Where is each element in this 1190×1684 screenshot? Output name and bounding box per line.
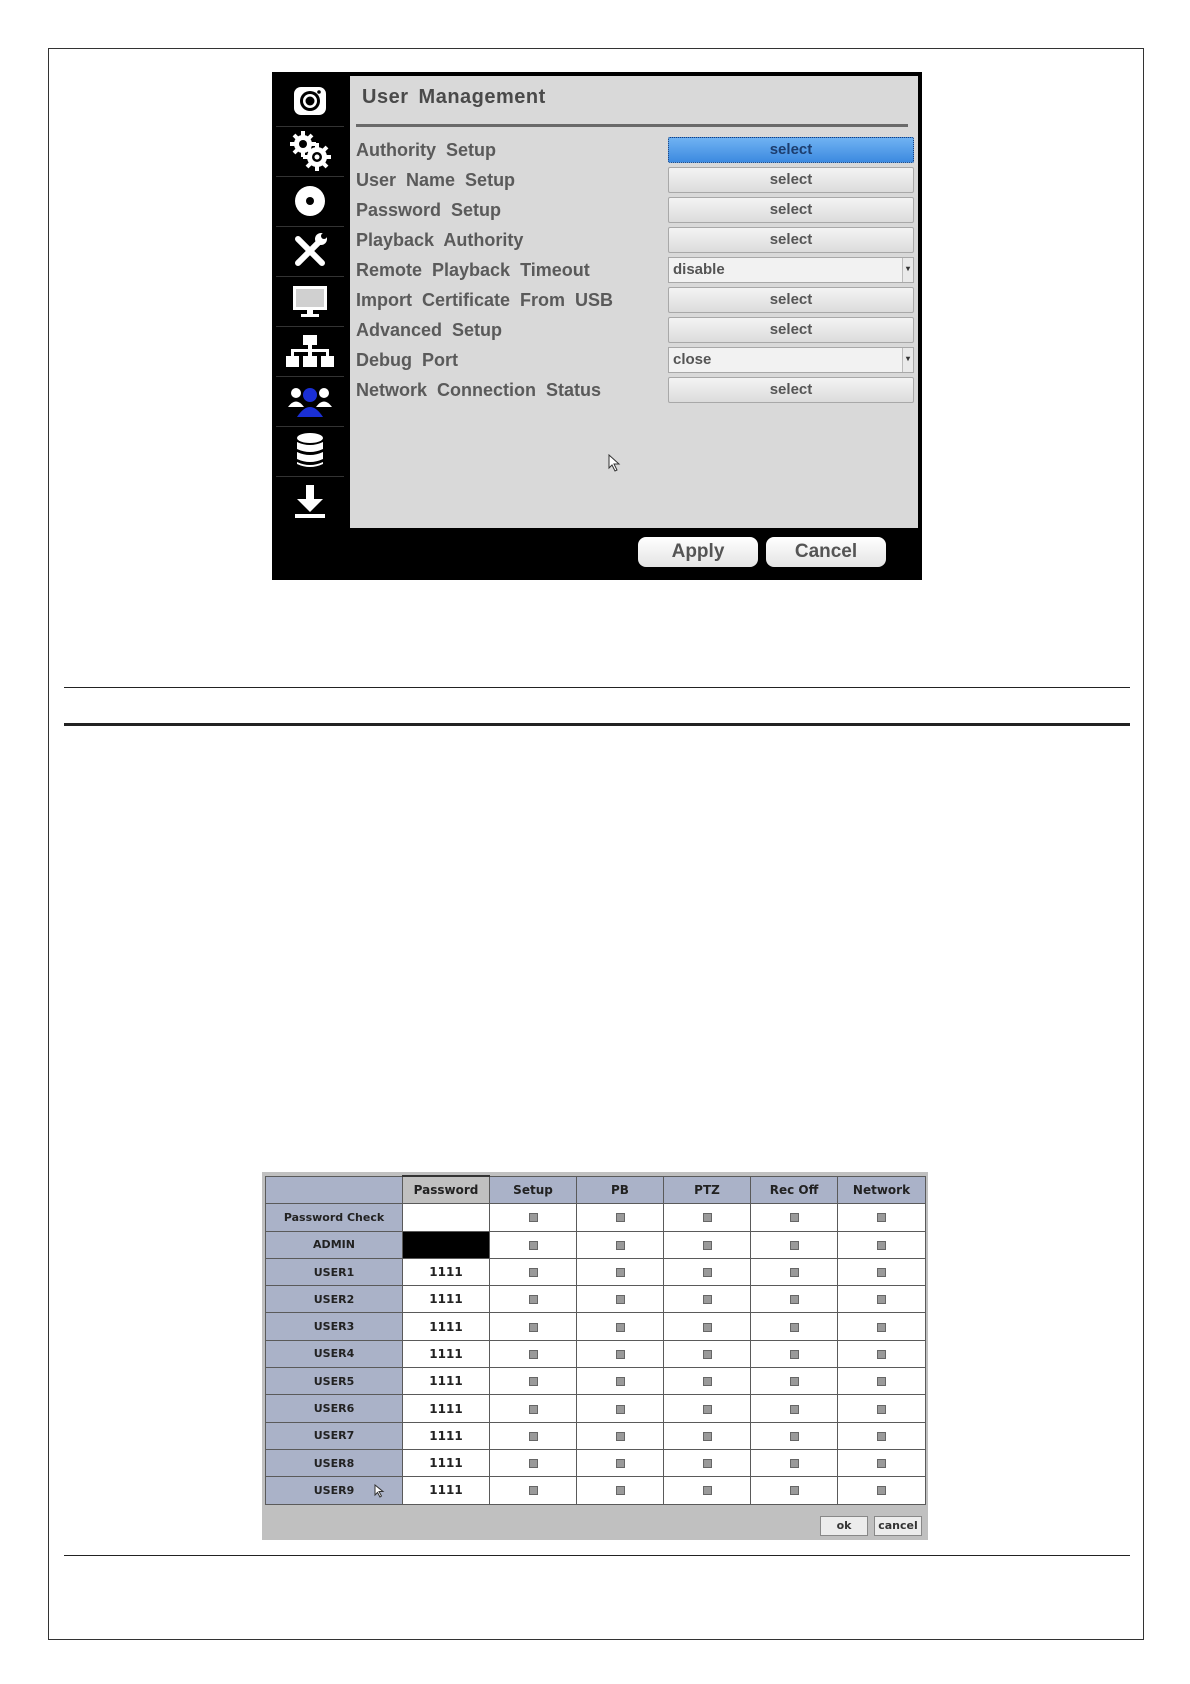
table-row — [266, 1422, 926, 1449]
permission-checkbox[interactable] — [877, 1459, 886, 1468]
table-row — [266, 1340, 926, 1367]
permission-checkbox[interactable] — [790, 1377, 799, 1386]
sidebar-item-gear[interactable] — [276, 126, 344, 177]
permission-cell — [490, 1204, 577, 1231]
setting-label: Advanced Setup — [356, 320, 503, 340]
permission-cell — [577, 1286, 664, 1313]
select-button[interactable]: select — [668, 227, 914, 253]
permission-checkbox[interactable] — [703, 1459, 712, 1468]
row-header: USER1 — [266, 1258, 403, 1285]
permission-cell — [664, 1286, 751, 1313]
dvr-sidebar — [276, 76, 344, 576]
permission-checkbox[interactable] — [616, 1295, 625, 1304]
permission-checkbox[interactable] — [790, 1459, 799, 1468]
permission-checkbox[interactable] — [703, 1405, 712, 1414]
permission-checkbox[interactable] — [529, 1241, 538, 1250]
permission-checkbox[interactable] — [877, 1213, 886, 1222]
permission-cell — [751, 1340, 838, 1367]
permission-cell — [577, 1368, 664, 1395]
permission-cell — [664, 1313, 751, 1340]
setting-label: Import Certificate From USB — [356, 290, 614, 310]
permission-checkbox[interactable] — [529, 1323, 538, 1332]
table-header-row — [266, 1176, 926, 1204]
setting-label: Remote Playback Timeout — [356, 260, 590, 280]
permission-cell — [838, 1395, 926, 1422]
permission-checkbox[interactable] — [790, 1405, 799, 1414]
user-permission-dialog — [262, 1172, 928, 1540]
column-header: Network — [838, 1176, 926, 1204]
column-header: Password — [403, 1176, 490, 1204]
row-header: USER9 — [266, 1477, 403, 1504]
dropdown-value: close — [673, 351, 712, 368]
permission-cell — [577, 1204, 664, 1231]
mouse-cursor-icon — [608, 454, 622, 472]
column-header: Rec Off — [751, 1176, 838, 1204]
permission-checkbox[interactable] — [529, 1350, 538, 1359]
setting-row — [356, 287, 912, 315]
setting-label: Network Connection Status — [356, 380, 602, 400]
password-cell[interactable] — [403, 1204, 490, 1231]
page-title: User Management — [362, 86, 546, 108]
permission-cell — [490, 1231, 577, 1258]
password-cell[interactable]: 1111 — [403, 1368, 490, 1395]
permission-cell — [751, 1477, 838, 1504]
row-header: USER4 — [266, 1340, 403, 1367]
permission-checkbox[interactable] — [529, 1213, 538, 1222]
mouse-cursor-icon — [374, 1484, 386, 1498]
permission-cell — [577, 1422, 664, 1449]
setting-label: Password Setup — [356, 200, 502, 220]
permission-checkbox[interactable] — [703, 1377, 712, 1386]
permission-cell — [751, 1231, 838, 1258]
permission-cell — [490, 1286, 577, 1313]
permission-cell — [838, 1313, 926, 1340]
database-icon — [295, 432, 325, 470]
select-button[interactable]: select — [668, 167, 914, 193]
permission-checkbox[interactable] — [529, 1405, 538, 1414]
permission-cell — [751, 1368, 838, 1395]
permission-cell — [838, 1422, 926, 1449]
permission-checkbox[interactable] — [877, 1377, 886, 1386]
permission-checkbox[interactable] — [616, 1268, 625, 1277]
permission-cell — [664, 1422, 751, 1449]
permission-checkbox[interactable] — [877, 1241, 886, 1250]
permission-cell — [490, 1477, 577, 1504]
permission-cell — [751, 1286, 838, 1313]
permission-cell — [490, 1368, 577, 1395]
permission-checkbox[interactable] — [877, 1486, 886, 1495]
password-cell[interactable]: 1111 — [403, 1395, 490, 1422]
password-cell[interactable]: 1111 — [403, 1340, 490, 1367]
permission-cell — [838, 1477, 926, 1504]
sidebar-item-disc[interactable] — [276, 176, 344, 227]
permission-cell — [490, 1422, 577, 1449]
column-header: PTZ — [664, 1176, 751, 1204]
apply-button[interactable]: Apply — [638, 537, 758, 567]
permission-cell — [838, 1258, 926, 1285]
divider-line — [64, 723, 1130, 726]
sidebar-item-network[interactable] — [276, 326, 344, 377]
permission-checkbox[interactable] — [877, 1432, 886, 1441]
permission-cell — [577, 1313, 664, 1340]
dropdown-value: disable — [673, 261, 725, 278]
select-button[interactable]: select — [668, 197, 914, 223]
gear-icon — [288, 129, 332, 173]
chevron-down-icon[interactable]: ▾ — [902, 348, 913, 372]
password-cell[interactable]: 1111 — [403, 1449, 490, 1476]
permission-checkbox[interactable] — [790, 1432, 799, 1441]
permission-cell — [751, 1204, 838, 1231]
permission-cell — [751, 1422, 838, 1449]
setting-row — [356, 377, 912, 405]
password-cell[interactable]: 1111 — [403, 1286, 490, 1313]
permission-checkbox[interactable] — [790, 1486, 799, 1495]
permission-checkbox[interactable] — [703, 1213, 712, 1222]
permission-checkbox[interactable] — [790, 1350, 799, 1359]
permission-checkbox[interactable] — [703, 1241, 712, 1250]
column-header: PB — [577, 1176, 664, 1204]
table-row — [266, 1231, 926, 1258]
permission-checkbox[interactable] — [529, 1486, 538, 1495]
column-header: Setup — [490, 1176, 577, 1204]
permission-cell — [838, 1231, 926, 1258]
permission-cell — [751, 1313, 838, 1340]
permission-checkbox[interactable] — [616, 1350, 625, 1359]
permission-checkbox[interactable] — [790, 1241, 799, 1250]
table-row — [266, 1313, 926, 1340]
permission-cell — [664, 1204, 751, 1231]
users-icon — [287, 383, 333, 419]
password-cell[interactable]: 1111 — [403, 1313, 490, 1340]
select-button[interactable]: select — [668, 317, 914, 343]
table-row — [266, 1258, 926, 1285]
row-header: USER8 — [266, 1449, 403, 1476]
setting-row — [356, 227, 912, 255]
setting-row — [356, 137, 912, 165]
sidebar-item-tools[interactable] — [276, 226, 344, 277]
setting-label: Playback Authority — [356, 230, 524, 250]
setting-label: User Name Setup — [356, 170, 516, 190]
sidebar-item-download[interactable] — [276, 476, 344, 526]
permission-checkbox[interactable] — [790, 1268, 799, 1277]
permission-cell — [664, 1449, 751, 1476]
permission-checkbox[interactable] — [529, 1459, 538, 1468]
select-button[interactable]: select — [668, 137, 914, 163]
table-row — [266, 1477, 926, 1504]
disc-icon — [293, 184, 327, 218]
permission-checkbox[interactable] — [529, 1295, 538, 1304]
setting-row — [356, 167, 912, 195]
camera-icon — [292, 83, 328, 119]
row-header: USER7 — [266, 1422, 403, 1449]
permission-checkbox[interactable] — [616, 1432, 625, 1441]
permission-cell — [490, 1313, 577, 1340]
permission-cell — [838, 1204, 926, 1231]
permission-checkbox[interactable] — [703, 1323, 712, 1332]
permission-checkbox[interactable] — [877, 1350, 886, 1359]
permission-checkbox[interactable] — [877, 1268, 886, 1277]
setting-row — [356, 347, 912, 375]
row-header: Password Check — [266, 1204, 403, 1231]
tools-icon — [290, 231, 330, 271]
divider-line — [64, 1555, 1130, 1556]
setting-row — [356, 197, 912, 225]
monitor-icon — [291, 284, 329, 318]
sidebar-item-database[interactable] — [276, 426, 344, 477]
permission-checkbox[interactable] — [616, 1486, 625, 1495]
permission-checkbox[interactable] — [790, 1213, 799, 1222]
permission-cell — [577, 1231, 664, 1258]
permission-cell — [664, 1231, 751, 1258]
password-cell[interactable]: 1111 — [403, 1422, 490, 1449]
table-row — [266, 1449, 926, 1476]
setting-dropdown[interactable] — [668, 257, 914, 283]
permission-checkbox[interactable] — [877, 1295, 886, 1304]
permission-cell — [577, 1449, 664, 1476]
table-row — [266, 1395, 926, 1422]
cancel-button[interactable]: cancel — [874, 1516, 922, 1536]
permission-cell — [490, 1449, 577, 1476]
permission-cell — [838, 1340, 926, 1367]
sidebar-item-monitor[interactable] — [276, 276, 344, 327]
permission-cell — [664, 1258, 751, 1285]
sidebar-item-users[interactable] — [276, 376, 344, 427]
permission-checkbox[interactable] — [790, 1323, 799, 1332]
row-header: USER2 — [266, 1286, 403, 1313]
select-button[interactable]: select — [668, 287, 914, 313]
permission-checkbox[interactable] — [877, 1405, 886, 1414]
permission-cell — [751, 1395, 838, 1422]
setting-label: Authority Setup — [356, 140, 496, 160]
permission-cell — [490, 1340, 577, 1367]
sidebar-item-camera[interactable] — [276, 76, 344, 127]
permission-checkbox[interactable] — [616, 1213, 625, 1222]
row-header: USER5 — [266, 1368, 403, 1395]
permission-checkbox[interactable] — [790, 1295, 799, 1304]
permission-cell — [838, 1449, 926, 1476]
permission-cell — [490, 1395, 577, 1422]
permission-cell — [838, 1368, 926, 1395]
permission-table — [265, 1175, 926, 1505]
dvr-user-management-screen — [272, 72, 922, 580]
permission-cell — [751, 1258, 838, 1285]
permission-checkbox[interactable] — [616, 1241, 625, 1250]
permission-checkbox[interactable] — [703, 1432, 712, 1441]
permission-cell — [577, 1340, 664, 1367]
row-header: USER6 — [266, 1395, 403, 1422]
table-row — [266, 1204, 926, 1231]
setting-row — [356, 317, 912, 345]
select-button[interactable]: select — [668, 377, 914, 403]
permission-cell — [577, 1258, 664, 1285]
network-icon — [286, 334, 334, 368]
setting-label: Debug Port — [356, 350, 458, 370]
permission-cell — [838, 1286, 926, 1313]
table-row — [266, 1368, 926, 1395]
ok-button[interactable]: ok — [820, 1516, 868, 1536]
setting-dropdown[interactable] — [668, 347, 914, 373]
row-header: USER3 — [266, 1313, 403, 1340]
table-row — [266, 1286, 926, 1313]
permission-checkbox[interactable] — [703, 1268, 712, 1277]
permission-cell — [664, 1477, 751, 1504]
setting-row — [356, 257, 912, 285]
permission-checkbox[interactable] — [529, 1268, 538, 1277]
permission-cell — [490, 1258, 577, 1285]
password-cell[interactable] — [403, 1231, 490, 1258]
permission-cell — [577, 1477, 664, 1504]
permission-cell — [664, 1368, 751, 1395]
permission-cell — [664, 1395, 751, 1422]
divider-line — [64, 687, 1130, 688]
permission-checkbox[interactable] — [703, 1350, 712, 1359]
permission-checkbox[interactable] — [703, 1486, 712, 1495]
permission-checkbox[interactable] — [529, 1377, 538, 1386]
permission-checkbox[interactable] — [877, 1323, 886, 1332]
permission-cell — [577, 1395, 664, 1422]
row-header: ADMIN — [266, 1231, 403, 1258]
permission-checkbox[interactable] — [529, 1432, 538, 1441]
permission-checkbox[interactable] — [703, 1295, 712, 1304]
download-icon — [293, 483, 327, 519]
permission-checkbox[interactable] — [616, 1459, 625, 1468]
permission-checkbox[interactable] — [616, 1377, 625, 1386]
permission-checkbox[interactable] — [616, 1323, 625, 1332]
title-divider — [356, 124, 908, 127]
permission-checkbox[interactable] — [616, 1405, 625, 1414]
permission-cell — [751, 1449, 838, 1476]
cancel-button[interactable]: Cancel — [766, 537, 886, 567]
table-corner-cell — [266, 1176, 403, 1204]
permission-cell — [664, 1340, 751, 1367]
password-cell[interactable]: 1111 — [403, 1258, 490, 1285]
settings-panel — [350, 76, 918, 528]
chevron-down-icon[interactable]: ▾ — [902, 258, 913, 282]
password-cell[interactable]: 1111 — [403, 1477, 490, 1504]
